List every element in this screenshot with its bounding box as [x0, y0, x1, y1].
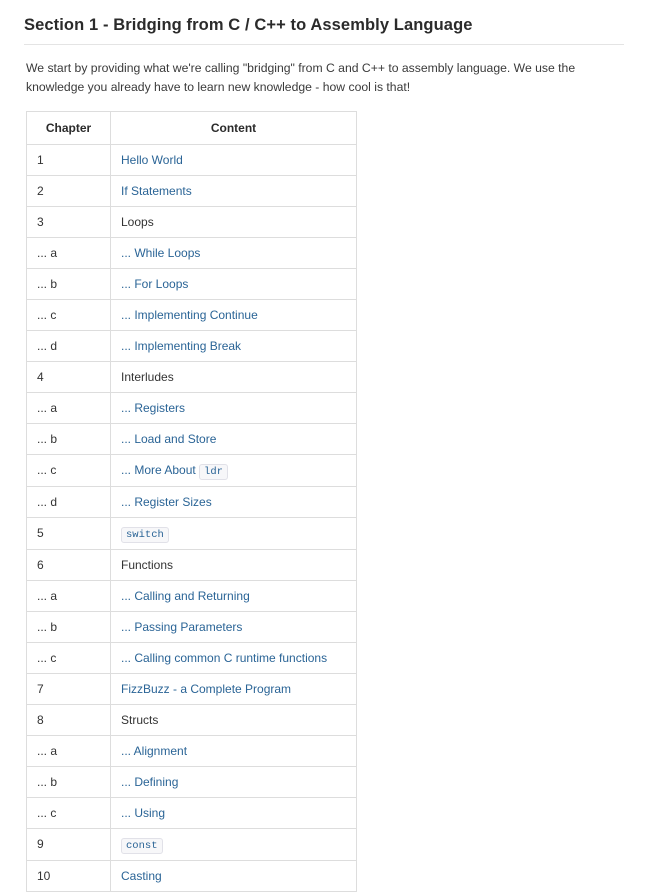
chapter-content-cell [111, 797, 357, 828]
chapter-link[interactable]: ... Calling and Returning [121, 588, 250, 603]
column-header-content: Content [111, 111, 357, 144]
chapter-content-cell [111, 144, 357, 175]
chapter-number-cell: 2 [27, 175, 111, 206]
table-header-row [27, 111, 357, 144]
chapter-number-cell: ... b [27, 423, 111, 454]
chapter-number-cell: ... c [27, 642, 111, 673]
table-row [27, 144, 357, 175]
chapter-content-cell [111, 735, 357, 766]
chapter-link[interactable]: ... Implementing Break [121, 338, 242, 353]
chapter-content-cell [111, 392, 357, 423]
chapter-number-cell: ... d [27, 486, 111, 517]
table-row [27, 860, 357, 891]
table-row [27, 549, 357, 580]
chapter-number-cell: 8 [27, 704, 111, 735]
chapter-link[interactable]: ... Passing Parameters [121, 619, 243, 634]
inline-code: switch [121, 527, 169, 543]
chapter-content-cell [111, 673, 357, 704]
chapter-number-cell: 9 [27, 828, 111, 860]
chapter-link[interactable]: FizzBuzz - a Complete Program [121, 681, 292, 696]
chapter-number-cell: ... c [27, 454, 111, 486]
chapter-table [26, 111, 357, 892]
chapter-content-cell [111, 361, 357, 392]
chapter-link[interactable]: ... Register Sizes [121, 494, 212, 509]
chapter-number-cell: ... a [27, 580, 111, 611]
table-row [27, 735, 357, 766]
chapter-content-cell [111, 175, 357, 206]
table-row [27, 828, 357, 860]
chapter-link[interactable]: If Statements [121, 183, 192, 198]
table-row [27, 206, 357, 237]
chapter-content-cell [111, 549, 357, 580]
chapter-number-cell: ... b [27, 766, 111, 797]
chapter-content-cell [111, 423, 357, 454]
chapter-link[interactable]: ... Calling common C runtime functions [121, 650, 328, 665]
chapter-content-cell [111, 828, 357, 860]
table-row [27, 237, 357, 268]
chapter-content-cell [111, 206, 357, 237]
table-row [27, 673, 357, 704]
chapter-content-cell [111, 580, 357, 611]
table-row [27, 642, 357, 673]
chapter-content-cell [111, 611, 357, 642]
chapter-number-cell: 5 [27, 517, 111, 549]
table-row [27, 797, 357, 828]
chapter-title-text: Structs [121, 712, 159, 727]
chapter-number-cell: 10 [27, 860, 111, 891]
chapter-number-cell: ... c [27, 299, 111, 330]
table-row [27, 704, 357, 735]
chapter-content-cell [111, 517, 357, 549]
chapter-link[interactable]: Hello World [121, 152, 183, 167]
chapter-link[interactable]: ... Using [121, 805, 166, 820]
chapter-title-text: Interludes [121, 369, 174, 384]
chapter-number-cell: 6 [27, 549, 111, 580]
table-row [27, 517, 357, 549]
inline-code: ldr [199, 464, 228, 480]
chapter-content-cell [111, 237, 357, 268]
table-row [27, 454, 357, 486]
chapter-number-cell: 7 [27, 673, 111, 704]
table-row [27, 766, 357, 797]
chapter-content-cell [111, 454, 357, 486]
table-row [27, 423, 357, 454]
chapter-content-cell [111, 268, 357, 299]
chapter-number-cell: ... d [27, 330, 111, 361]
chapter-number-cell: ... a [27, 392, 111, 423]
chapter-link[interactable]: ... Defining [121, 774, 179, 789]
title-divider [24, 44, 624, 45]
table-body [27, 144, 357, 891]
chapter-content-cell [111, 642, 357, 673]
chapter-number-cell: 1 [27, 144, 111, 175]
chapter-number-cell: ... a [27, 735, 111, 766]
table-header [27, 111, 357, 144]
chapter-number-cell: ... b [27, 268, 111, 299]
chapter-content-cell [111, 860, 357, 891]
chapter-number-cell: 3 [27, 206, 111, 237]
table-row [27, 580, 357, 611]
chapter-link[interactable]: ... Alignment [121, 743, 188, 758]
chapter-content-cell [111, 704, 357, 735]
chapter-content-cell [111, 299, 357, 330]
chapter-link-label: ... More About [121, 462, 200, 477]
intro-paragraph: We start by providing what we're calling "bridging" from C and C++ to assembly language. We use the knowledge you already have to learn new knowledge - how cool is that! [26, 61, 576, 94]
chapter-link[interactable]: ... Registers [121, 400, 186, 415]
chapter-link[interactable]: ... While Loops [121, 245, 201, 260]
table-row [27, 299, 357, 330]
chapter-content-cell [111, 486, 357, 517]
chapter-link[interactable]: ... Load and Store [121, 431, 217, 446]
chapter-link[interactable]: Casting [121, 868, 162, 883]
table-row [27, 330, 357, 361]
chapter-link[interactable] [121, 463, 228, 477]
chapter-content-cell [111, 766, 357, 797]
chapter-number-cell: ... b [27, 611, 111, 642]
inline-code: const [121, 838, 163, 854]
column-header-chapter: Chapter [27, 111, 111, 144]
chapter-link[interactable]: ... Implementing Continue [121, 307, 258, 322]
chapter-number-cell: ... a [27, 237, 111, 268]
chapter-title-text: Functions [121, 557, 174, 572]
chapter-number-cell: 4 [27, 361, 111, 392]
chapter-content-cell [111, 330, 357, 361]
page-title: Section 1 - Bridging from C / C++ to Assembly Language [24, 16, 473, 34]
chapter-link[interactable] [121, 837, 163, 851]
chapter-number-cell: ... c [27, 797, 111, 828]
table-row [27, 175, 357, 206]
table-row [27, 268, 357, 299]
table-row [27, 392, 357, 423]
table-row [27, 361, 357, 392]
chapter-link[interactable]: ... For Loops [121, 276, 189, 291]
chapter-link[interactable] [121, 526, 169, 540]
table-row [27, 486, 357, 517]
chapter-title-text: Loops [121, 214, 154, 229]
table-row [27, 611, 357, 642]
